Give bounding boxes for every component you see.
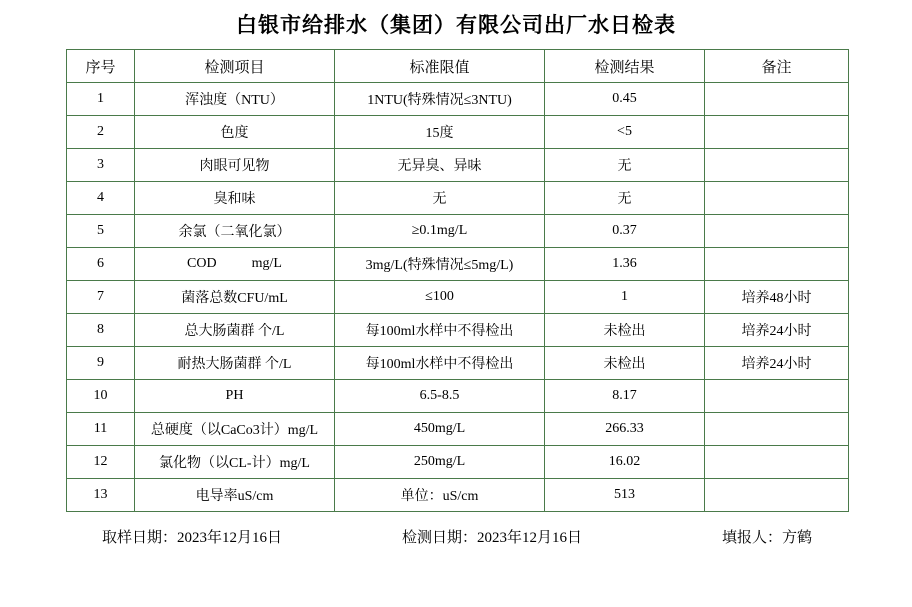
table-row [67, 83, 849, 116]
table-body [67, 83, 849, 512]
row-note [705, 215, 849, 248]
row-item: 肉眼可见物 [135, 149, 335, 182]
row-note [705, 446, 849, 479]
row-item: COD mg/L [135, 248, 335, 281]
table-row [67, 314, 849, 347]
row-no: 13 [67, 479, 135, 512]
row-standard: 3mg/L(特殊情况≤5mg/L) [335, 248, 545, 281]
row-note: 培养48小时 [705, 281, 849, 314]
row-result: 无 [545, 149, 705, 182]
row-standard: 250mg/L [335, 446, 545, 479]
table-container [0, 49, 912, 512]
table-row [67, 413, 849, 446]
row-note [705, 479, 849, 512]
testing-date: 检测日期：2023年12月16日 [402, 530, 583, 546]
column-header-note: 备注 [705, 50, 849, 83]
row-no: 2 [67, 116, 135, 149]
row-result: 1 [545, 281, 705, 314]
row-standard: 每100ml水样中不得检出 [335, 314, 545, 347]
row-result: 未检出 [545, 314, 705, 347]
row-item: 菌落总数CFU/mL [135, 281, 335, 314]
row-note: 培养24小时 [705, 314, 849, 347]
table-header-row [67, 50, 849, 83]
row-standard: ≥0.1mg/L [335, 215, 545, 248]
table-header [67, 50, 849, 83]
row-result: 0.37 [545, 215, 705, 248]
row-note [705, 149, 849, 182]
row-item: 氯化物（以CL-计）mg/L [135, 446, 335, 479]
row-no: 5 [67, 215, 135, 248]
table-row [67, 149, 849, 182]
column-header-standard: 标准限值 [335, 50, 545, 83]
row-item: 浑浊度（NTU） [135, 83, 335, 116]
row-result: 8.17 [545, 380, 705, 413]
row-result: <5 [545, 116, 705, 149]
table-row [67, 215, 849, 248]
row-standard: 无异臭、异味 [335, 149, 545, 182]
table-row [67, 182, 849, 215]
row-standard: 6.5-8.5 [335, 380, 545, 413]
table-row [67, 347, 849, 380]
row-result: 未检出 [545, 347, 705, 380]
page-title: 白银市给排水（集团）有限公司出厂水日检表 [236, 13, 676, 37]
row-standard: 每100ml水样中不得检出 [335, 347, 545, 380]
row-no: 1 [67, 83, 135, 116]
table-row [67, 116, 849, 149]
row-result: 1.36 [545, 248, 705, 281]
row-no: 11 [67, 413, 135, 446]
row-item: 耐热大肠菌群 个/L [135, 347, 335, 380]
row-note: 培养24小时 [705, 347, 849, 380]
row-standard: 15度 [335, 116, 545, 149]
row-standard: 450mg/L [335, 413, 545, 446]
row-result: 16.02 [545, 446, 705, 479]
row-note [705, 248, 849, 281]
reporter: 填报人：方鹤 [722, 530, 813, 546]
table-row [67, 479, 849, 512]
row-item: 色度 [135, 116, 335, 149]
sampling-date: 取样日期：2023年12月16日 [102, 530, 283, 546]
footer [0, 512, 912, 547]
row-note [705, 182, 849, 215]
row-no: 3 [67, 149, 135, 182]
row-note [705, 380, 849, 413]
row-result: 266.33 [545, 413, 705, 446]
row-item: 总大肠菌群 个/L [135, 314, 335, 347]
row-result: 无 [545, 182, 705, 215]
row-no: 4 [67, 182, 135, 215]
table-row [67, 446, 849, 479]
column-header-item: 检测项目 [135, 50, 335, 83]
row-standard: 无 [335, 182, 545, 215]
row-result: 513 [545, 479, 705, 512]
row-standard: 1NTU(特殊情况≤3NTU) [335, 83, 545, 116]
row-result: 0.45 [545, 83, 705, 116]
table-row [67, 281, 849, 314]
row-standard: ≤100 [335, 281, 545, 314]
row-standard: 单位：uS/cm [335, 479, 545, 512]
row-item: PH [135, 380, 335, 413]
water-quality-table [66, 49, 849, 512]
row-no: 12 [67, 446, 135, 479]
row-item: 电导率uS/cm [135, 479, 335, 512]
table-row [67, 380, 849, 413]
row-no: 10 [67, 380, 135, 413]
row-item: 余氯（二氧化氯） [135, 215, 335, 248]
row-note [705, 116, 849, 149]
row-note [705, 413, 849, 446]
row-no: 6 [67, 248, 135, 281]
row-note [705, 83, 849, 116]
row-no: 7 [67, 281, 135, 314]
column-header-result: 检测结果 [545, 50, 705, 83]
column-header-no: 序号 [67, 50, 135, 83]
row-no: 8 [67, 314, 135, 347]
table-row [67, 248, 849, 281]
row-item: 臭和味 [135, 182, 335, 215]
row-item: 总硬度（以CaCo3计）mg/L [135, 413, 335, 446]
row-no: 9 [67, 347, 135, 380]
